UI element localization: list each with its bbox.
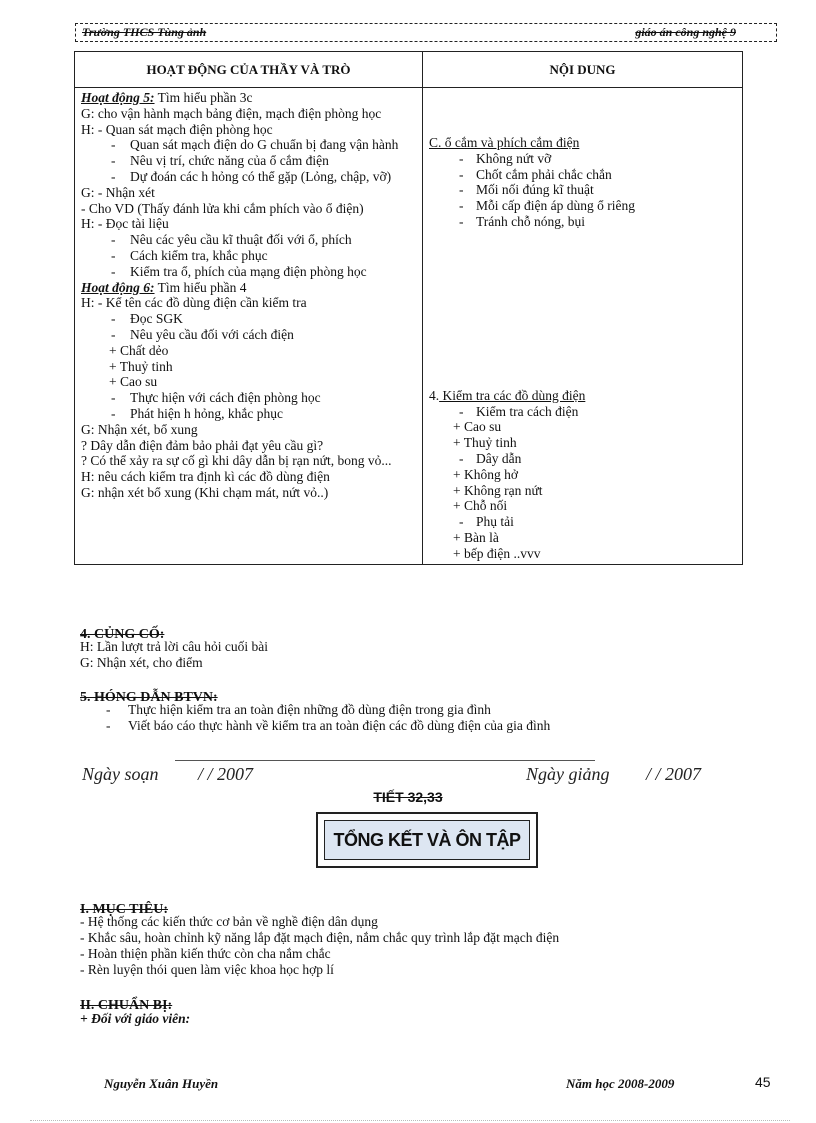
list-item: G: cho vận hành mạch bảng điện, mạch điện phòng học <box>81 105 382 121</box>
page-number: 45 <box>755 1074 771 1090</box>
footer-author: Nguyễn Xuân Huyền <box>104 1076 219 1091</box>
list-item: - Thực hiện với cách điện phòng học <box>81 390 418 406</box>
list-item: - Đọc SGK <box>81 311 418 327</box>
content-cell <box>423 88 743 565</box>
list-item: + Thuỷ tinh <box>453 435 517 451</box>
lesson-title-box <box>316 812 538 868</box>
section-5-dash-2: - <box>106 718 111 733</box>
list-item: + Thuỷ tinh <box>109 358 173 374</box>
list-item: - Mỗi cấp điện áp dùng ổ riêng <box>429 198 738 214</box>
list-item: G: - Nhận xét <box>81 184 155 200</box>
list-item: + Chỗ nối <box>453 498 508 514</box>
activity-6-heading: Hoạt động 6: Tìm hiểu phần 4 <box>81 279 247 295</box>
list-item: - Dây dẫn <box>429 451 738 467</box>
table-body-row <box>75 88 743 565</box>
list-item: H: - Đọc tài liệu <box>81 216 169 232</box>
list-item: + Bàn là <box>453 529 499 545</box>
section-5-title: 5. HÓNG DẪN BTVN: <box>80 690 218 705</box>
date-prepared-value: / / 2007 <box>198 764 254 784</box>
lesson-period: TIẾT 32,33 <box>373 789 443 805</box>
list-item: + Không rạn nứt <box>453 482 543 498</box>
list-item: - Dự đoán các h hỏng có thể gặp (Lỏng, chập, vỡ) <box>81 169 418 185</box>
column-header-content: NỘI DUNG <box>423 52 743 88</box>
content-c-title: C. ổ cắm và phích cắm điện <box>429 135 580 150</box>
section-5-line-2: Viết báo cáo thực hành về kiểm tra an toàn điện các đồ dùng điện của gia đình <box>128 718 551 733</box>
list-item: H: nêu cách kiểm tra định kì các đồ dùng điện <box>81 469 330 485</box>
section-4-title: 4. CỦNG CỐ: <box>80 627 165 642</box>
section-4-line-1: H: Lần lượt trả lời câu hỏi cuối bài <box>80 639 269 654</box>
date-taught-label: Ngày giảng <box>526 764 610 784</box>
activities-cell <box>75 88 423 565</box>
objectives-line-2: - Khắc sâu, hoàn chỉnh kỹ năng lắp đặt mạch điện, nắm chắc quy trình lắp đặt mạch điện <box>80 930 560 945</box>
date-taught-value: / / 2007 <box>646 764 702 784</box>
list-item: H: - Quan sát mạch điện phòng học <box>81 121 273 137</box>
list-item: - Nêu yêu cầu đối với cách điện <box>81 327 418 343</box>
lesson-title: TỔNG KẾT VÀ ÔN TẬP <box>324 820 530 860</box>
list-item: - Phụ tải <box>429 514 738 530</box>
section-4-line-2: G: Nhận xét, cho điểm <box>80 655 203 670</box>
footer-school-year: Năm học 2008-2009 <box>566 1076 675 1091</box>
list-item: + Chất dẻo <box>109 342 169 358</box>
bottom-border <box>30 1120 790 1121</box>
preparation-line-1: + Đối với giáo viên: <box>80 1011 191 1026</box>
list-item: ? Dây dẫn điện đảm bảo phải đạt yêu cầu gì? <box>81 437 324 453</box>
header-school: Trường THCS Tùng ảnh <box>82 25 207 39</box>
preparation-title: II. CHUẨN BỊ: <box>80 998 173 1013</box>
list-item: - Phát hiện h hỏng, khắc phục <box>81 406 418 422</box>
list-item: - Không nứt vỡ <box>429 151 738 167</box>
table-header-row <box>75 52 743 88</box>
objectives-line-1: - Hệ thống các kiến thức cơ bản về nghề điện dân dụng <box>80 914 378 929</box>
list-item: - Cách kiểm tra, khắc phục <box>81 248 418 264</box>
list-item: - Mối nối đúng kĩ thuật <box>429 182 738 198</box>
list-item: - Cho VD (Thấy đánh lửa khi cắm phích vào ổ điện) <box>81 200 364 216</box>
list-item: - Chốt cắm phải chắc chắn <box>429 167 738 183</box>
objectives-line-3: - Hoàn thiện phần kiến thức còn cha nắm chắc <box>80 946 331 961</box>
list-item: - Kiểm tra cách điện <box>429 404 738 420</box>
list-item: + Cao su <box>453 419 502 435</box>
header-subject: giáo án công nghệ 9 <box>635 25 736 39</box>
content-4-title: 4. Kiểm tra các đồ dùng điện <box>429 387 586 403</box>
section-5-dash-1: - <box>106 702 111 717</box>
column-header-activities: HOẠT ĐỘNG CỦA THẦY VÀ TRÒ <box>75 52 423 88</box>
list-item: - Kiểm tra ổ, phích của mạng điện phòng học <box>81 264 418 280</box>
list-item: + bếp điện ..vvv <box>453 545 541 561</box>
date-prepared-label: Ngày soạn <box>82 764 159 784</box>
divider-line <box>175 760 595 761</box>
list-item: - Nêu vị trí, chức năng của ổ cắm điện <box>81 153 418 169</box>
list-item: G: Nhận xét, bổ xung <box>81 421 198 437</box>
list-item: + Cao su <box>109 374 158 390</box>
list-item: H: - Kể tên các đồ dùng điện cần kiểm tra <box>81 295 307 311</box>
activity-5-heading: Hoạt động 5: Tìm hiểu phần 3c <box>81 90 253 105</box>
section-5-line-1: Thực hiện kiểm tra an toàn điện những đồ dùng điện trong gia đình <box>128 702 491 717</box>
list-item: - Quan sát mạch điện do G chuẩn bị đang vận hành <box>81 137 418 153</box>
list-item: - Tránh chỗ nóng, bụi <box>429 214 738 230</box>
list-item: - Nêu các yêu cầu kĩ thuật đối với ổ, phích <box>81 232 418 248</box>
objectives-title: I. MỤC TIÊU: <box>80 902 169 917</box>
list-item: G: nhận xét bổ xung (Khi chạm mát, nứt vỏ..) <box>81 484 329 500</box>
lesson-table <box>74 51 743 565</box>
list-item: + Không hở <box>453 466 519 482</box>
objectives-line-4: - Rèn luyện thói quen làm việc khoa học hợp lí <box>80 962 334 977</box>
list-item: ? Có thể xảy ra sự cố gì khi dây dẫn bị rạn nứt, bong vỏ... <box>81 453 392 469</box>
